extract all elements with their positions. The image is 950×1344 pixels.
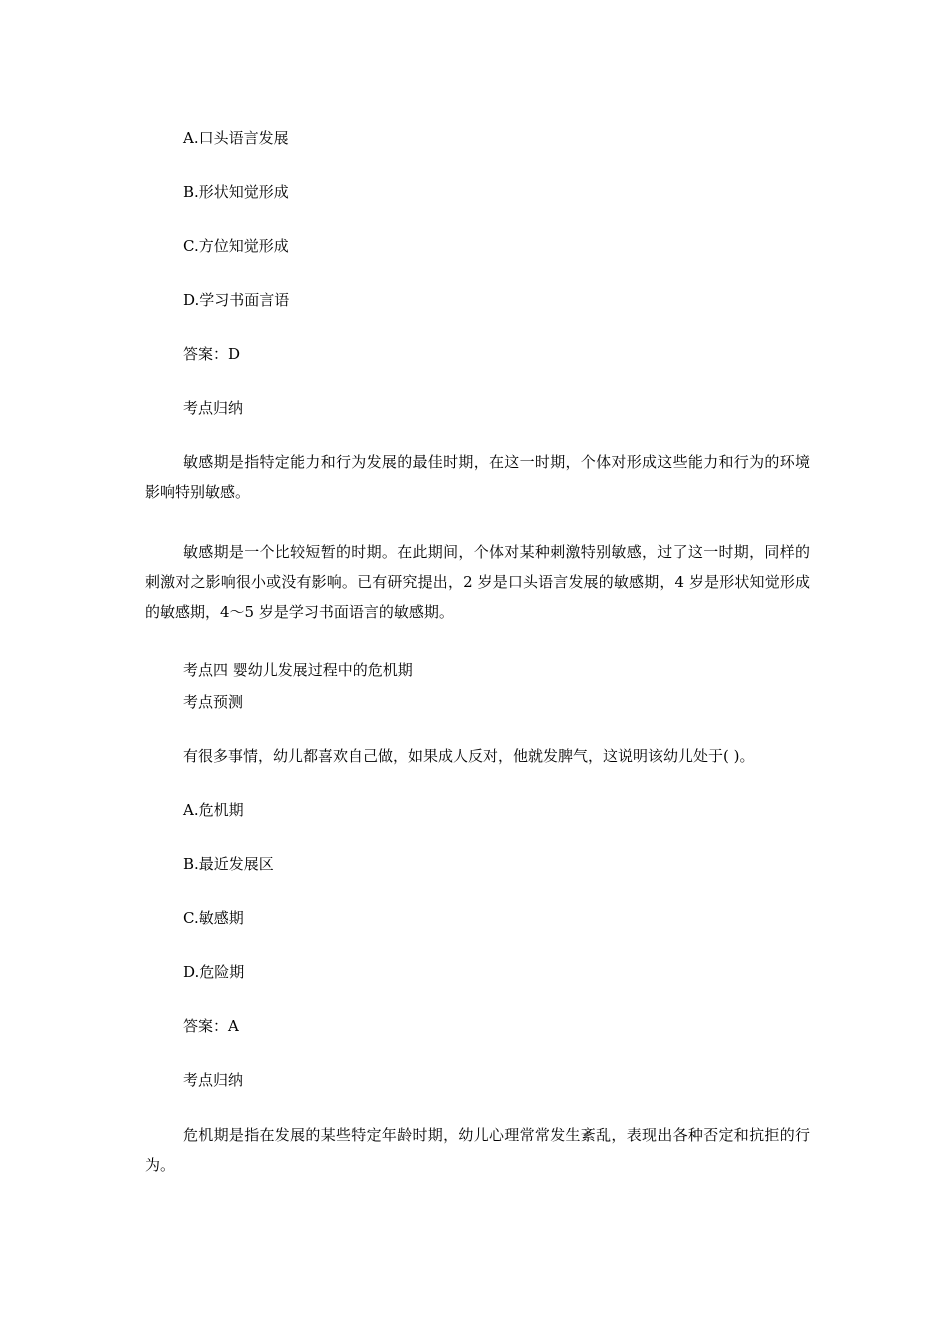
paragraph: 敏感期是一个比较短暂的时期。在此期间，个体对某种刺激特别敏感，过了这一时期，同样的刺激对之影响很小或没有影响。已有研究提出，2 岁是口头语言发展的敏感期，4 岁是形状知觉形成的敏感期，4～5 岁是学习书面语言的敏感期。: [145, 543, 810, 621]
option-c: C.方位知觉形成: [183, 237, 289, 255]
paragraph: 危机期是指在发展的某些特定年龄时期，幼儿心理常常发生紊乱，表现出各种否定和抗拒的行为。: [145, 1126, 810, 1174]
option-c: C.敏感期: [183, 909, 244, 927]
option-b: B.最近发展区: [183, 855, 274, 873]
option-b: B.形状知觉形成: [183, 183, 289, 201]
paragraph: 敏感期是指特定能力和行为发展的最佳时期，在这一时期，个体对形成这些能力和行为的环境影响特别敏感。: [145, 453, 810, 501]
answer: 答案：A: [183, 1017, 239, 1035]
option-d: D.危险期: [183, 963, 245, 981]
option-d: D.学习书面言语: [183, 291, 290, 309]
summary-heading: 考点归纳: [183, 1071, 244, 1089]
question: 有很多事情，幼儿都喜欢自己做，如果成人反对，他就发脾气，这说明该幼儿处于( )。: [183, 747, 755, 765]
section-title: 考点四 婴幼儿发展过程中的危机期: [183, 661, 413, 679]
option-a: A.口头语言发展: [183, 129, 289, 147]
answer: 答案：D: [183, 345, 241, 363]
prediction-heading: 考点预测: [183, 693, 244, 711]
option-a: A.危机期: [183, 801, 244, 819]
summary-heading: 考点归纳: [183, 399, 244, 417]
